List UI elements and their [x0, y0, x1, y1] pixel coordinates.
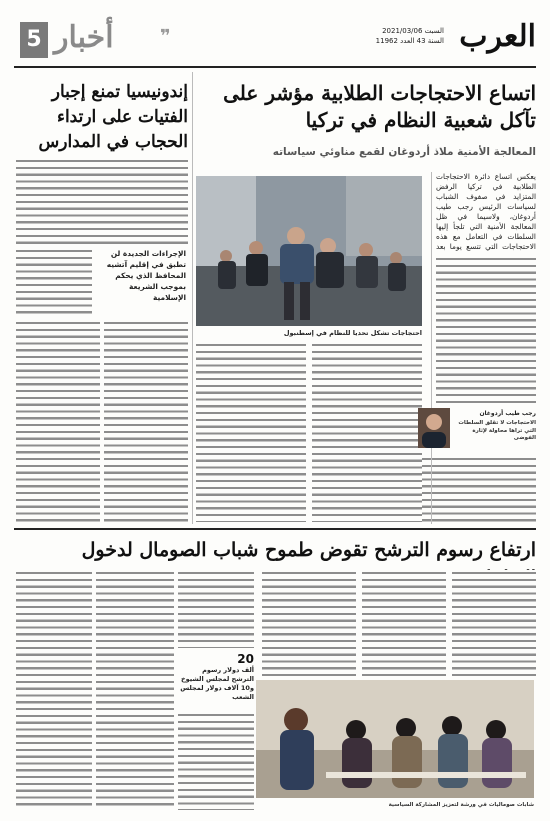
portrait-image: [418, 408, 450, 448]
text-lines: [312, 342, 422, 522]
masthead: [356, 18, 536, 58]
main-body-column-1: [436, 256, 536, 404]
main-lead-paragraph: يعكس اتساع دائرة الاحتجاجات الطلابية في تركيا الرفض المتزايد في صفوف الشباب لسياسات الرئيس رجب طيب أردوغان، ولاسيما في ظل المعالجة الأمنية التي تلجأ إليها السلطات في التعامل مع هذه الاحتجاجات التي تتسع يوما بعد: [436, 172, 536, 251]
text-lines: [418, 456, 536, 522]
text-lines: [178, 712, 254, 810]
page-number: 5: [20, 22, 48, 58]
side-body-left: [16, 248, 92, 316]
bottom-body-col-5: [96, 570, 174, 810]
main-headline: اتساع الاحتجاجات الطلابية مؤشر على تآكل شعبية النظام في تركيا: [223, 81, 536, 132]
text-lines: [452, 570, 536, 676]
somalia-photo: [256, 680, 534, 798]
text-lines: [104, 320, 188, 524]
author-photo: [418, 408, 450, 448]
text-lines: [96, 570, 174, 810]
main-body-column-1b: [418, 456, 536, 522]
text-lines: [178, 570, 254, 648]
section-header: [20, 22, 190, 62]
bottom-body-col-2: [362, 570, 446, 676]
protest-photo: [196, 176, 422, 326]
protest-scene-image: [196, 176, 422, 326]
text-lines: [196, 342, 306, 522]
side-body-col-b: [104, 320, 188, 524]
pull-text: ألف دولار رسوم الترشح لمجلس الشيوخ و10 آلاف دولار لمجلس الشعب: [180, 666, 254, 701]
side-pull-quote: الإجراءات الجديدة لن تطبق في إقليم آتشيه المحافظ الذي يحكم بموجب الشريعة الإسلامية: [106, 249, 186, 302]
bottom-pull-box: [178, 652, 254, 702]
text-lines: [16, 570, 92, 810]
bottom-body-col-4: [178, 570, 254, 648]
section-title: أخبار: [54, 20, 114, 55]
side-headline: إندونيسيا تمنع إجبار الفتيات على ارتداء الحجاب في المدارس: [38, 82, 188, 152]
main-body-column-2: [196, 342, 306, 522]
issue-date: السبت 2021/03/06: [382, 27, 444, 35]
author-name: رجب طيب أردوغان: [479, 410, 536, 417]
text-lines: [16, 158, 188, 244]
text-lines: [16, 248, 92, 316]
main-body-column-3: [312, 342, 422, 522]
bottom-body-col-6: [16, 570, 92, 810]
bottom-body-col-1: [452, 570, 536, 676]
text-lines: [16, 320, 100, 524]
bottom-headline: ارتفاع رسوم الترشح تقوض طموح شباب الصومال لدخول: [81, 539, 536, 561]
column-divider: [431, 172, 432, 524]
author-quote: الاحتجاجات لا تقلق السلطات التي تراها محاولة لإثارة الفوضى: [458, 420, 536, 441]
side-body-col-a: [16, 320, 100, 524]
issue-number: السنة 43 العدد 11962: [375, 37, 444, 45]
protest-photo-caption: احتجاجات تشكل تحديا للنظام في إسطنبول: [283, 329, 422, 337]
text-lines: [362, 570, 446, 676]
newspaper-logo: العرب: [459, 19, 536, 54]
side-divider: [192, 72, 193, 524]
somalia-photo-caption: شابات صوماليات في ورشة لتعزيز المشاركة السياسية: [388, 802, 534, 808]
top-divider: [14, 66, 536, 68]
text-lines: [262, 570, 356, 676]
pull-number: 20: [237, 652, 254, 666]
bottom-body-col-3: [262, 570, 356, 676]
author-quote-box: [418, 408, 536, 452]
quote-icon: ❞: [160, 26, 171, 47]
side-body-top: [16, 158, 188, 244]
workshop-scene-image: [256, 680, 534, 798]
text-lines: [436, 256, 536, 404]
issue-info: [376, 26, 444, 46]
bottom-body-col-4b: [178, 712, 254, 810]
main-subhead: المعالجة الأمنية ملاذ أردوغان لقمع مناوئي سياساته: [272, 146, 536, 158]
middle-divider: [14, 528, 536, 530]
